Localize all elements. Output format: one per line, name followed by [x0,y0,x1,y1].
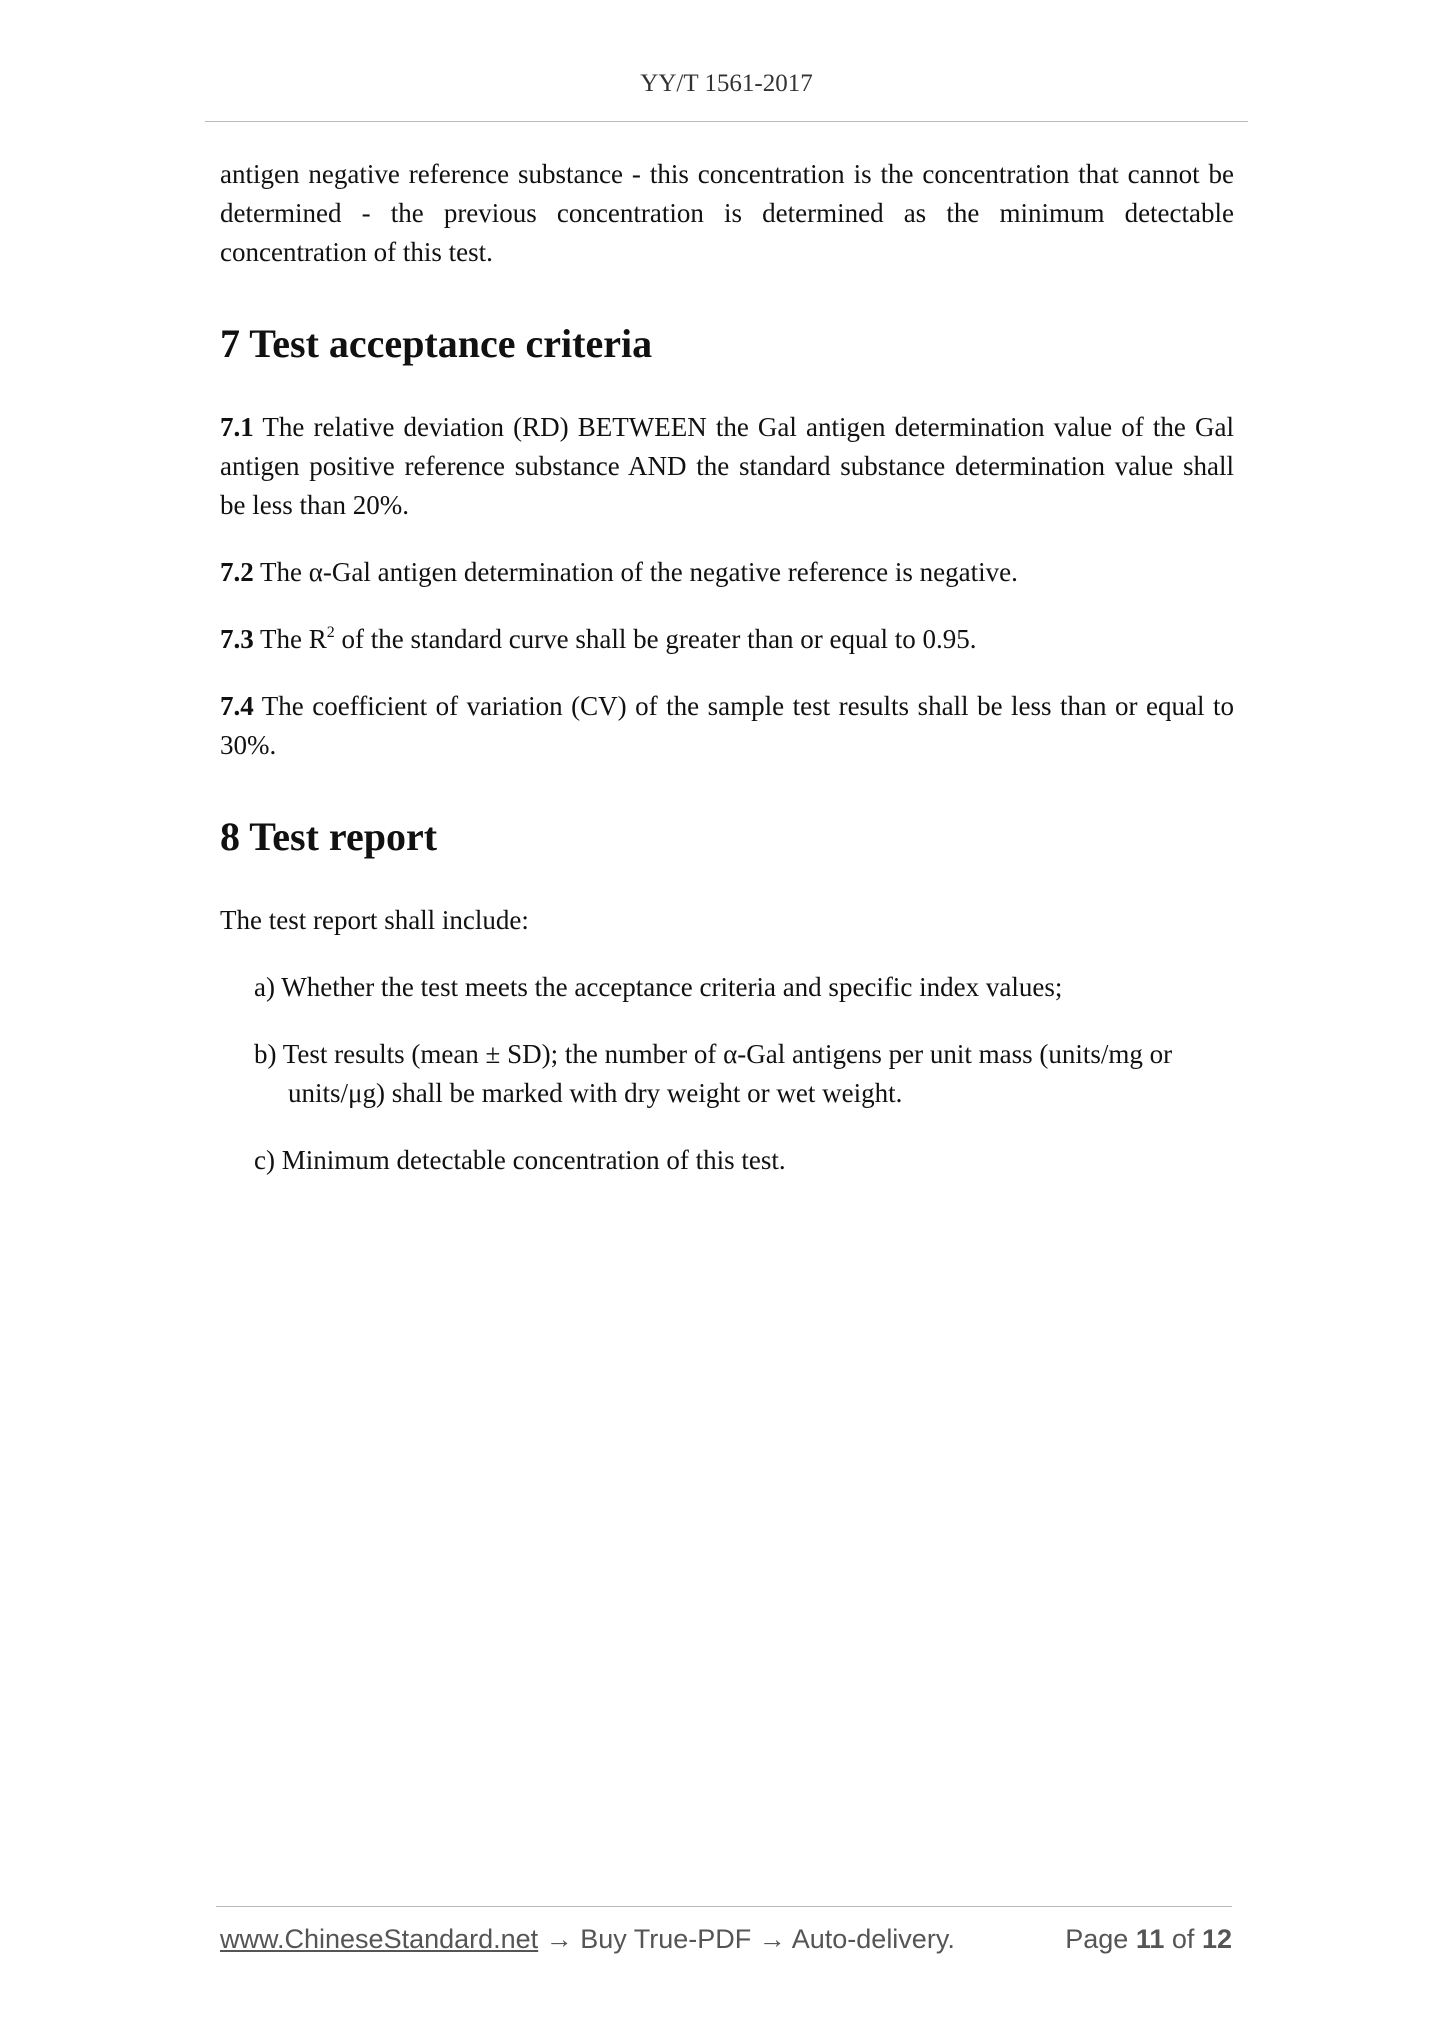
list-item: a) Whether the test meets the acceptance criteria and specific index values; [254,972,1063,1002]
clause-text: of the standard curve shall be greater than or equal to 0.95. [334,624,977,654]
section-8-heading: 8 Test report [220,814,438,859]
website-link[interactable]: www.ChineseStandard.net [220,1924,539,1954]
footer-divider [216,1906,1232,1907]
clause-7-1 [220,408,1234,525]
clause-number: 7.4 [220,691,254,721]
clause-text: The coefficient of variation (CV) of the sample test results shall be less than or equal to 30%. [220,691,1234,760]
section-7-heading: 7 Test acceptance criteria [220,321,653,366]
of-label: of [1171,1924,1195,1954]
current-page-number: 11 [1135,1924,1165,1954]
page-header: YY/T 1561-2017 [640,70,813,97]
document-body [220,155,1234,1180]
clause-7-3 [220,620,1234,659]
page-label: Page [1065,1924,1129,1954]
clause-7-2 [220,553,1234,592]
page-footer [220,1924,1232,1955]
clause-number: 7.2 [220,557,254,587]
clause-text: The α-Gal antigen determination of the negative reference is negative. [253,557,1018,587]
clause-number: 7.3 [220,624,254,654]
clause-text: The relative deviation (RD) BETWEEN the Gal antigen determination value of the Gal antigen positive reference substance AND the standard substance determination value shall be less than 20%. [220,412,1234,520]
total-page-count: 12 [1201,1924,1232,1954]
continued-paragraph: antigen negative reference substance - this concentration is the concentration that cannot be determined - the previous concentration is determined as the minimum detectable concentration of this test. [220,159,1234,267]
header-divider [205,121,1248,122]
clause-7-4 [220,687,1234,765]
clause-number: 7.1 [220,412,254,442]
list-item: c) Minimum detectable concentration of this test. [254,1145,786,1175]
list-item: b) Test results (mean ± SD); the number of α-Gal antigens per unit mass (units/mg or units/μg) shall be marked with dry weight or wet weight. [254,1039,1173,1108]
page-indicator [1065,1924,1232,1955]
superscript: 2 [326,624,335,641]
clause-text: The R [253,624,327,654]
report-intro: The test report shall include: [220,905,529,935]
footer-tagline: → Buy True-PDF → Auto-delivery. [538,1924,955,1954]
